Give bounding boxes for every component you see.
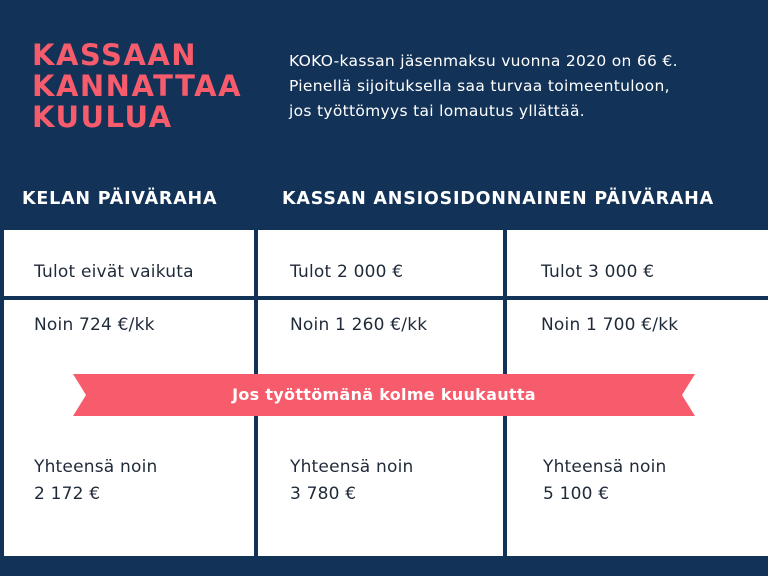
monthly-amount: Noin 1 260 €/kk [290,315,428,335]
total-label: Yhteensä noin [543,457,667,477]
total-value: 3 780 € [290,484,357,504]
ribbon-label: Jos työttömänä kolme kuukautta [232,385,536,404]
intro-line-1: KOKO-kassan jäsenmaksu vuonna 2020 on 66 €. [289,52,678,70]
monthly-amount: Noin 724 €/kk [34,315,155,335]
income-cell-kela [4,230,254,296]
total-label: Yhteensä noin [290,457,414,477]
ribbon-banner [73,374,695,416]
result-cell-3000 [507,300,768,556]
intro-text [289,49,749,124]
monthly-amount: Noin 1 700 €/kk [541,315,679,335]
income-text: Tulot 2 000 € [290,262,404,282]
kela-column-header: KELAN PÄIVÄRAHA [22,189,218,209]
kassa-column-header: KASSAN ANSIOSIDONNAINEN PÄIVÄRAHA [282,189,714,209]
total-label: Yhteensä noin [34,457,158,477]
intro-line-3: jos työttömyys tai lomautus yllättää. [289,102,585,120]
income-text: Tulot eivät vaikuta [34,262,194,282]
headline-line-1: KASSAAN [32,38,198,72]
total-value: 2 172 € [34,484,101,504]
income-text: Tulot 3 000 € [541,262,655,282]
result-cell-kela [4,300,254,556]
headline-line-3: KUULUA [32,100,173,134]
total-value: 5 100 € [543,484,610,504]
income-cell-3000 [507,230,768,296]
intro-line-2: Pienellä sijoituksella saa turvaa toimeentuloon, [289,77,670,95]
result-cell-2000 [258,300,503,556]
headline [32,40,242,133]
headline-line-2: KANNATTAA [32,69,243,103]
income-cell-2000 [258,230,503,296]
